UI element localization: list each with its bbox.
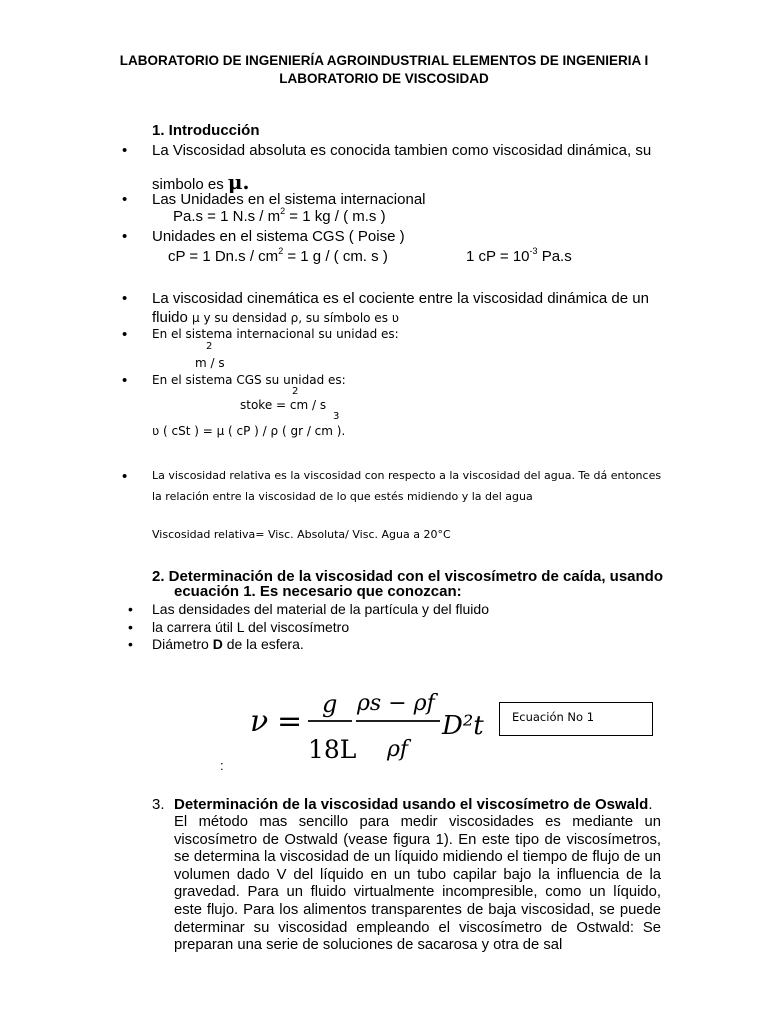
sec2-item-2: la carrera útil L del viscosímetro	[152, 619, 350, 635]
stray-colon: :	[220, 758, 224, 773]
sec2-item3-pre: Diámetro	[152, 636, 213, 652]
section3-title-text: Determinación de la viscosidad usando el viscosímetro de Oswald	[174, 796, 649, 813]
bullet-icon: •	[128, 601, 133, 617]
section3-title	[174, 796, 653, 813]
mu-symbol: μ.	[227, 170, 250, 194]
cp-conv-pre: 1 cP = 10	[466, 248, 530, 265]
bullet-icon: •	[122, 228, 128, 245]
formula-d2t: D²t	[442, 711, 484, 741]
stoke-exponent: 2	[292, 386, 299, 397]
bullet1-line1: La Viscosidad absoluta es conocida tambien como viscosidad dinámica, su	[152, 142, 652, 159]
cgs-units-equation	[168, 248, 388, 265]
document-title-line2: LABORATORIO DE VISCOSIDAD	[279, 71, 489, 86]
bullet-icon: •	[122, 142, 128, 159]
bullet7-line2: la relación entre la viscosidad de lo que estés midiendo y la del agua	[152, 490, 533, 503]
density-exponent: 3	[333, 411, 340, 422]
equation-label-box: Ecuación No 1	[499, 702, 653, 736]
bullet-icon: •	[128, 619, 133, 635]
bullet4-line2	[152, 309, 399, 327]
formula-g: g	[322, 690, 338, 718]
bullet6-text: En el sistema CGS su unidad es:	[152, 373, 346, 387]
formula-rho-diff: ρs − ρf	[357, 691, 435, 716]
cgs-eq-pre: cP = 1 Dn.s / cm	[168, 248, 279, 265]
si-eq-pre: Pa.s = 1 N.s / m	[173, 208, 281, 225]
bullet1-line2-text: simbolo es	[152, 176, 224, 193]
stokes-viscosity-formula	[250, 686, 495, 766]
section3-title-period: .	[648, 796, 653, 813]
bullet-icon: •	[122, 290, 128, 307]
bullet4-line1: La viscosidad cinemática es el cociente entre la viscosidad dinámica de un	[152, 290, 649, 307]
cinematic-relation: ʋ ( cSt ) = μ ( cP ) / ρ ( gr / cm ).	[152, 424, 346, 438]
formula-rho-f: ρf	[387, 737, 409, 762]
section2-title-line2: ecuación 1. Es necesario que conozcan:	[174, 583, 462, 600]
bullet2-text: Las Unidades en el sistema internacional	[152, 191, 426, 208]
bullet4-line2-b: μ y su densidad ρ, su símbolo es ʋ	[192, 311, 399, 325]
formula-18l: 18L	[308, 735, 357, 764]
si-unit-exponent: 2	[206, 341, 213, 352]
bullet-icon: •	[122, 372, 128, 389]
document-title-line1: LABORATORIO DE INGENIERÍA AGROINDUSTRIAL ELEMENTOS DE INGENIERIA I	[119, 53, 649, 68]
sec2-item-1: Las densidades del material de la partícula y del fluido	[152, 601, 489, 617]
bullet-icon: •	[122, 191, 128, 208]
section2-title-line1: 2. Determinación de la viscosidad con el viscosímetro de caída, usando	[152, 568, 664, 585]
si-cinematic-unit: m / s	[195, 356, 225, 370]
relative-viscosity-formula: Viscosidad relativa= Visc. Absoluta/ Visc. Agua a 20°C	[152, 528, 451, 541]
formula-nu: ν	[250, 704, 269, 739]
section3-number: 3.	[152, 796, 165, 813]
stoke-unit: stoke = cm / s	[240, 398, 327, 412]
sec2-item-3	[152, 636, 304, 652]
sec2-item3-post: de la esfera.	[222, 636, 304, 652]
bullet-icon: •	[122, 326, 128, 343]
cgs-eq-post: = 1 g / ( cm. s )	[283, 248, 388, 265]
section3-body: El método mas sencillo para medir viscosidades es mediante un viscosímetro de Ostwald (vease figura 1). En este tipo de viscosímetros, se determina la viscosidad de un líquido midiendo el tiempo de flujo de un volumen dado V del líquido en un tubo capilar bajo la influencia de la gravedad. Para un fluido virtualmente incompresible, como un líquido, este flujo. Para los alimentos transparentes de baja viscosidad, se puede determinar su viscosidad empleando el viscosímetro de Ostwald: Se preparan una serie de soluciones de sacarosa y otra de sal	[174, 814, 661, 954]
cp-conversion	[466, 248, 572, 265]
bullet3-text: Unidades en el sistema CGS ( Poise )	[152, 228, 405, 245]
section1-title: 1. Introducción	[152, 122, 260, 139]
cp-conv-post: Pa.s	[537, 248, 572, 265]
bullet-icon: •	[128, 636, 133, 652]
bullet7-line1: La viscosidad relativa es la viscosidad con respecto a la viscosidad del agua. Te dá entonces	[152, 469, 662, 482]
si-eq-post: = 1 kg / ( m.s )	[285, 208, 386, 225]
sec2-item3-bold: D	[212, 636, 223, 652]
si-eq-exp: 2	[280, 206, 286, 216]
bullet-icon: •	[122, 468, 128, 485]
bullet4-line2-a: fluido	[152, 309, 193, 326]
formula-equals: =	[277, 704, 303, 739]
si-units-equation	[173, 208, 386, 225]
bullet5-text: En el sistema internacional su unidad es:	[152, 327, 399, 341]
cgs-eq-exp: 2	[278, 246, 284, 256]
cp-conv-exp: -3	[529, 246, 538, 256]
